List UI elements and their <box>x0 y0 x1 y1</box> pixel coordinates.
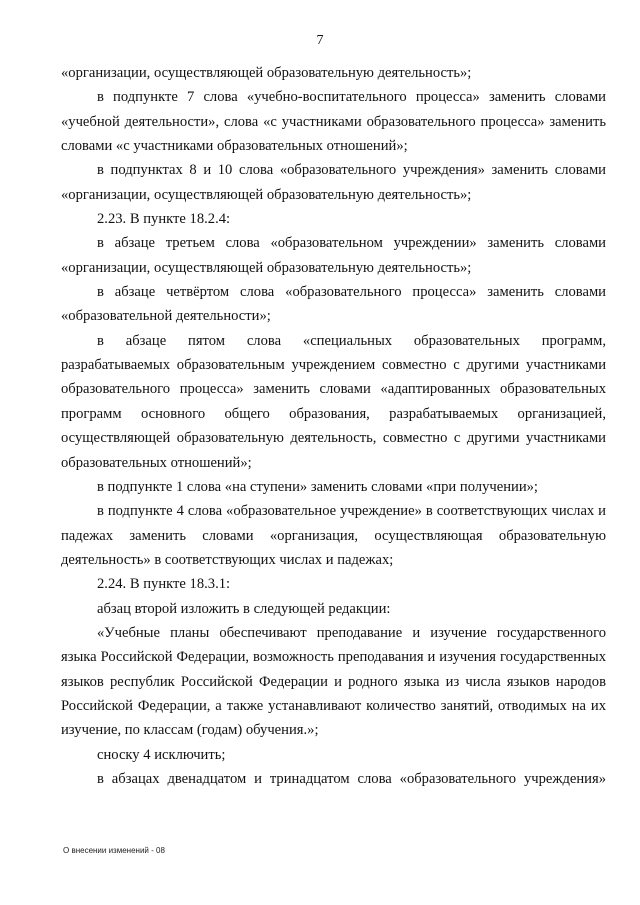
paragraph-continuation: «организации, осуществляющей образовательную деятельность»; <box>61 65 472 81</box>
paragraph-subitem-4: в подпункте 4 слова «образовательное учреждение» в соответствующих числах и падежах заменить словами «организация, осуществляющая образовательную деятельность» в соответствующих числах и падежах; <box>61 503 606 568</box>
paragraph-twelfth-thirteenth: в абзацах двенадцатом и тринадцатом слова «образовательного учреждения» <box>97 770 606 787</box>
document-body <box>61 61 606 791</box>
paragraph-subitems-8-10: в подпунктах 8 и 10 слова «образовательного учреждения» заменить словами «организации, осуществляющей образовательную деятельность»; <box>61 162 606 203</box>
paragraph-subitem-7: в подпункте 7 слова «учебно-воспитательного процесса» заменить словами «учебной деятельности», слова «с участниками образовательного процесса» заменить словами «с участниками образовательных отношений»; <box>61 89 606 155</box>
page-number: 7 <box>316 33 324 48</box>
paragraph-subitem-1: в подпункте 1 слова «на ступени» заменить словами «при получении»; <box>97 478 538 495</box>
paragraph-second-abzac-intro: абзац второй изложить в следующей редакции: <box>97 600 391 617</box>
paragraph-fourth-abzac: в абзаце четвёртом слова «образовательного процесса» заменить словами «образовательной деятельности»; <box>61 284 606 325</box>
paragraph-fifth-abzac: в абзаце пятом слова «специальных образовательных программ, разрабатываемых образовательным учреждением совместно с другими участниками образовательного процесса» заменить словами «адаптированных образовательных программ основного общего образования, разрабатываемых организацией, осуществляющей образовательную деятельность, совместно с другими участниками образовательных отношений»; <box>61 332 606 471</box>
paragraph-footnote-removal: сноску 4 исключить; <box>97 746 226 763</box>
section-heading-2-23: 2.23. В пункте 18.2.4: <box>97 211 231 228</box>
page-footer: О внесении изменений - 08 <box>63 846 165 855</box>
paragraph-quoted-text: «Учебные планы обеспечивают преподавание и изучение государственного языка Российской Федерации, возможность преподавания и изучения государственных языков республик Российской Федерации и родного языка из числа языков народов Российской Федерации, а также устанавливают количество занятий, отводимых на их изучение, по классам (годам) обучения.»; <box>61 624 606 739</box>
paragraph-third-abzac: в абзаце третьем слова «образовательном учреждении» заменить словами «организации, осуществляющей образовательную деятельность»; <box>61 235 606 276</box>
section-heading-2-24: 2.24. В пункте 18.3.1: <box>97 576 231 593</box>
